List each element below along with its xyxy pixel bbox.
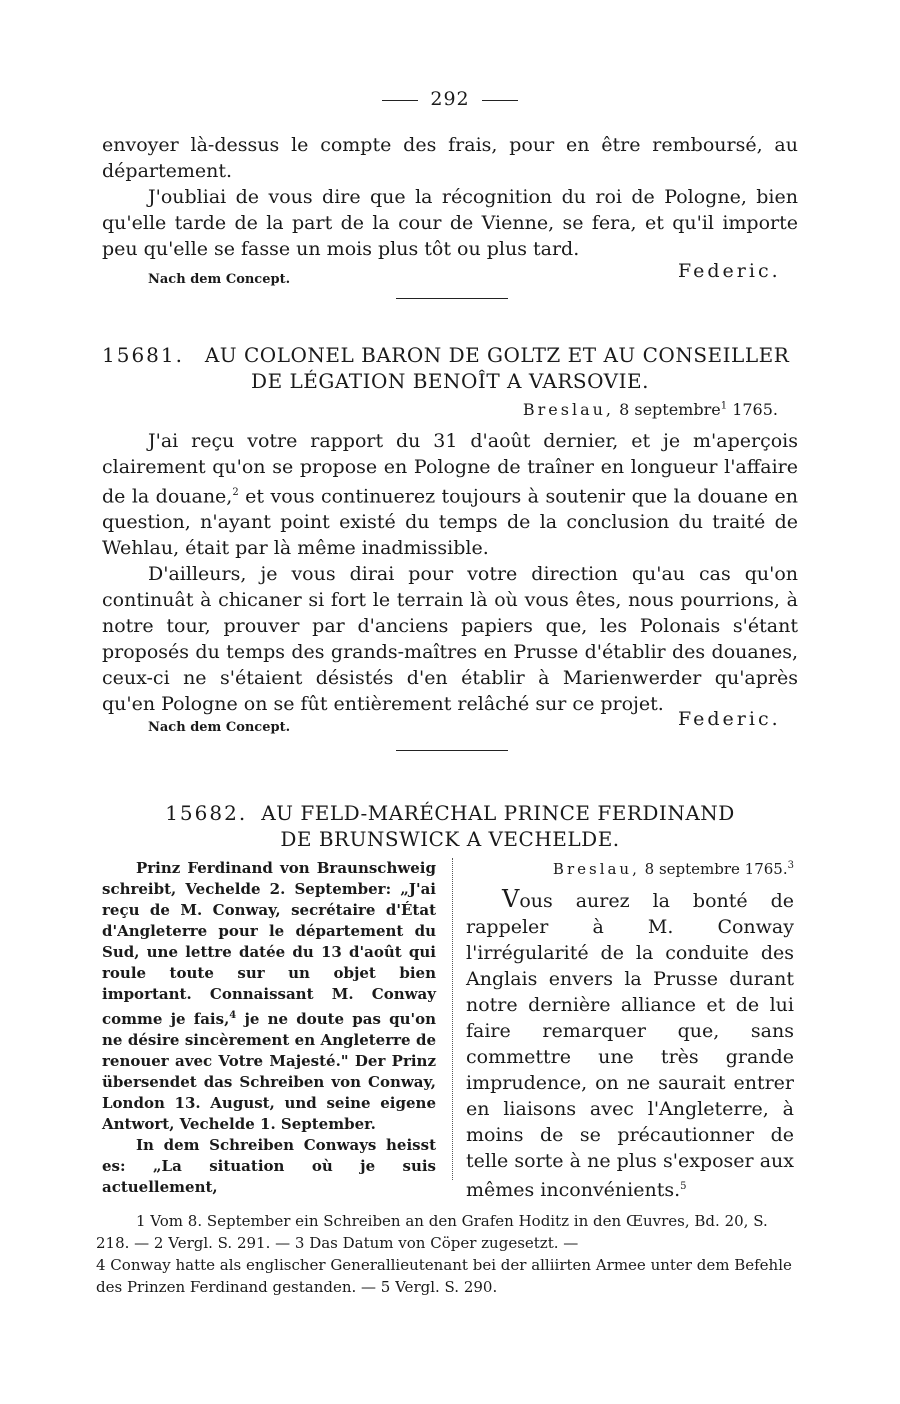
header-dash-right (482, 100, 518, 101)
letter-heading (102, 800, 798, 852)
summary-paragraph: In dem Schreiben Conways heisst es: „La situation où je suis actuellement, (102, 1136, 436, 1196)
footnote-line: 1 Vom 8. September ein Schreiben an den Grafen Hoditz in den Œuvres, Bd. 20, S. 218. — 2 Vergl. S. 291. — 3 Das Datum von Cöper zugesetzt. — (96, 1212, 768, 1252)
date-footnote-ref: 1 (720, 400, 728, 412)
signature: Federic. (678, 708, 781, 730)
letter-title-line1-wrap (102, 800, 798, 826)
right-column-letter (466, 860, 794, 1203)
summary-text: Prinz Ferdinand von Braunschweig schreibt, Vechelde 2. September: „J'ai reçu de M. Conway, secrétaire d'État d'Angleterre pour le département du Sud, une lettre datée du 13 d'août qui roule toute sur un objet bien important. Connaissant M. Conway comme je fais, (102, 859, 436, 1028)
summary-text-rest: je ne doute pas qu'on ne désire sincèrement en Angleterre de renouer avec Votre Majesté." Der Prinz übersendet das Schreiben von Conway, London 13. August, und seine eigene Antwort, Vechelde 1. September. (102, 1010, 436, 1133)
section-rule (396, 298, 508, 299)
date-place: Breslau, (552, 860, 640, 878)
footnote-ref: 2 (232, 487, 239, 498)
paragraph-text: J'ai reçu votre rapport du 31 d'août dernier, et je m'aperçois clairement qu'on se propose en Pologne de traîner en longueur l'affaire de la douane, (102, 430, 798, 508)
page-number-header (0, 88, 900, 110)
letter-paragraph (466, 886, 794, 1203)
footnote-ref: 5 (680, 1181, 687, 1192)
section-rule (396, 750, 508, 751)
footnote-ref: 4 (229, 1010, 237, 1021)
continuation-text (102, 132, 798, 262)
paragraph-text: Vous aurez la bonté de rappeler à M. Conway l'irrégularité de la conduite des Anglais envers la Prusse durant notre dernière alliance et de lui faire remarquer que, sans commettre une très grande imprudence, on ne saurait entrer en liaisons avec l'Angleterre, à moins de se précautionner de telle sorte à ne plus s'exposer aux mêmes inconvénients. (466, 885, 794, 1202)
date-text: 8 septembre 1765. (644, 860, 788, 878)
source-note: Nach dem Concept. (148, 272, 291, 287)
date-text: 8 septembre (619, 400, 721, 419)
letter-dateline (466, 860, 794, 878)
letter-title-line1: AU COLONEL BARON DE GOLTZ ET AU CONSEILLER (204, 343, 790, 367)
letter-number: 15681. (102, 343, 184, 367)
footnote-line: 4 Conway hatte als englischer Generallieutenant bei der alliirten Armee unter dem Befehle des Prinzen Ferdinand gestanden. — 5 Vergl. S. 290. (96, 1256, 792, 1296)
letter-number: 15682. (165, 801, 248, 825)
signature: Federic. (678, 260, 781, 282)
letter-body (102, 428, 798, 717)
continuation-paragraph: envoyer là-dessus le compte des frais, pour en être remboursé, au département. (102, 134, 798, 182)
letter-paragraph: D'ailleurs, je vous dirai pour votre direction qu'au cas qu'on continuât à chicaner si fort le terrain là où vous êtes, nous pourrions, à notre tour, prouver par d'anciens papiers que, les Polonais s'étant proposés du temps des grands-maîtres en Prusse d'établir des douanes, ceux-ci ne s'étaient désistés d'en établir à Marienwerder qu'après qu'en Pologne on se fût entièrement relâché sur ce projet. (102, 563, 798, 716)
header-dash-left (382, 100, 418, 101)
date-place: Breslau, (522, 400, 614, 419)
column-divider (452, 858, 453, 1180)
footnotes (96, 1210, 792, 1298)
summary-paragraph (102, 858, 436, 1135)
letter-dateline (523, 400, 778, 419)
date-year: 1765. (732, 400, 778, 419)
postscript-paragraph: J'oubliai de vous dire que la récognition du roi de Pologne, bien qu'elle tarde de la part de la cour de Vienne, se fera, et qu'il importe peu qu'elle se fasse un mois plus tôt ou plus tard. (102, 186, 798, 260)
letter-title-line2: DE BRUNSWICK A VECHELDE. (280, 827, 620, 851)
letter-title-line1: AU FELD-MARÉCHAL PRINCE FERDINAND (261, 801, 735, 825)
source-note: Nach dem Concept. (148, 720, 291, 735)
letter-paragraph (102, 428, 798, 561)
letter-title-line2: DE LÉGATION BENOÎT A VARSOVIE. (251, 369, 649, 393)
paragraph-text-rest: et vous continuerez toujours à soutenir que la douane en question, n'ayant point existé du temps de la conclusion du traité de Wehlau, était par là même inadmissible. (102, 485, 799, 560)
date-footnote-ref: 3 (787, 860, 794, 871)
left-column-summary (102, 858, 436, 1198)
letter-heading (102, 342, 798, 394)
page-number: 292 (430, 88, 470, 110)
